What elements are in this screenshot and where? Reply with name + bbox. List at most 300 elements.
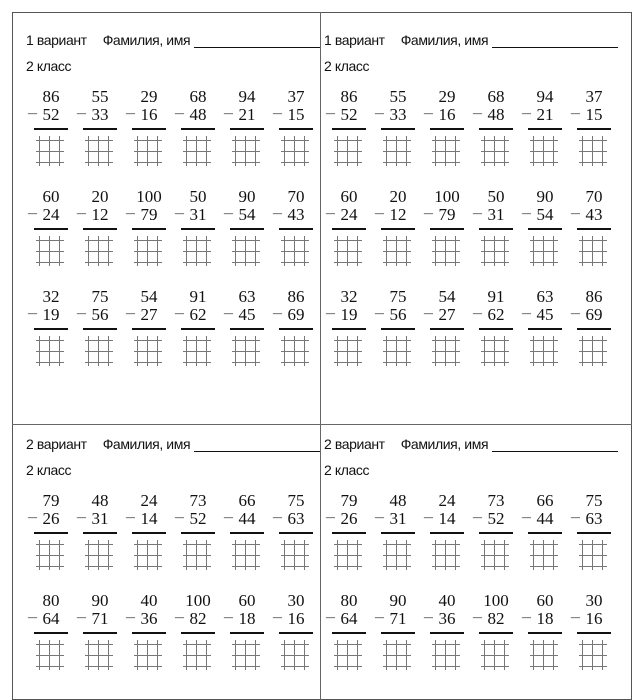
grid-line — [157, 540, 158, 570]
grid-line — [445, 336, 446, 366]
grid-line — [98, 336, 99, 366]
minuend: 54 — [438, 287, 456, 306]
subtraction-problem — [75, 288, 124, 376]
answer-grid[interactable] — [134, 236, 162, 266]
subtraction-problem — [173, 88, 222, 176]
grid-line — [137, 540, 138, 570]
subtrahend: 19 — [340, 305, 358, 324]
grid-line — [602, 540, 603, 570]
grid-line — [98, 540, 99, 570]
result-line — [34, 228, 68, 230]
answer-grid[interactable] — [383, 236, 411, 266]
subtraction-problem — [173, 492, 222, 580]
grid-line — [284, 540, 285, 570]
minus-sign: _ — [224, 603, 233, 620]
subtraction-problem — [324, 592, 373, 680]
answer-grid[interactable] — [432, 236, 460, 266]
minus-sign: _ — [224, 99, 233, 116]
result-line — [132, 228, 166, 230]
subtraction-problem — [75, 188, 124, 276]
answer-grid[interactable] — [334, 136, 362, 166]
result-line — [430, 228, 464, 230]
grid-line — [245, 336, 246, 366]
subtrahend: 12 — [91, 205, 109, 224]
answer-grid[interactable] — [383, 136, 411, 166]
variant-title: 1 вариант — [324, 32, 385, 48]
subtraction-problem — [124, 88, 173, 176]
answer-grid[interactable] — [85, 640, 113, 670]
grid-line — [494, 336, 495, 366]
answer-grid[interactable] — [579, 640, 607, 670]
grid-line — [386, 236, 387, 266]
subtrahend: 62 — [487, 305, 505, 324]
grid-line — [504, 336, 505, 366]
grid-line — [435, 136, 436, 166]
answer-grid[interactable] — [85, 236, 113, 266]
result-line — [332, 532, 366, 534]
result-line — [83, 228, 117, 230]
grid-line — [494, 236, 495, 266]
subtraction-problem — [520, 592, 569, 680]
answer-grid[interactable] — [334, 236, 362, 266]
grid-line — [533, 640, 534, 670]
subtrahend: 27 — [438, 305, 456, 324]
answer-grid[interactable] — [183, 136, 211, 166]
minuend: 90 — [238, 187, 256, 206]
minus-sign: _ — [126, 99, 135, 116]
answer-grid[interactable] — [85, 136, 113, 166]
minuend: 75 — [389, 287, 407, 306]
answer-grid[interactable] — [334, 640, 362, 670]
answer-grid[interactable] — [232, 540, 260, 570]
result-line — [479, 632, 513, 634]
minuend: 24 — [140, 491, 158, 510]
grid-line — [235, 236, 236, 266]
result-line — [34, 532, 68, 534]
minuend: 91 — [189, 287, 207, 306]
problem-row — [26, 188, 326, 276]
answer-grid[interactable] — [232, 640, 260, 670]
grid-line — [255, 540, 256, 570]
minuend: 86 — [340, 87, 358, 106]
grid-line — [304, 540, 305, 570]
result-line — [430, 128, 464, 130]
result-line — [381, 128, 415, 130]
answer-grid[interactable] — [481, 336, 509, 366]
answer-grid[interactable] — [183, 540, 211, 570]
minus-sign: _ — [77, 503, 86, 520]
subtraction-problem — [373, 88, 422, 176]
minus-sign: _ — [273, 503, 282, 520]
grid-line — [147, 236, 148, 266]
grid-line — [137, 136, 138, 166]
result-line — [430, 532, 464, 534]
grid-line — [137, 336, 138, 366]
grid-line — [337, 336, 338, 366]
grid-line — [582, 236, 583, 266]
minuend: 86 — [42, 87, 60, 106]
grid-line — [196, 640, 197, 670]
grid-line — [147, 640, 148, 670]
result-line — [430, 328, 464, 330]
minus-sign: _ — [273, 299, 282, 316]
answer-grid[interactable] — [134, 136, 162, 166]
result-line — [83, 328, 117, 330]
subtraction-problem — [26, 288, 75, 376]
grid-line — [304, 640, 305, 670]
minus-sign: _ — [273, 99, 282, 116]
result-line — [230, 228, 264, 230]
answer-grid[interactable] — [281, 336, 309, 366]
answer-grid[interactable] — [481, 236, 509, 266]
grid-line — [445, 540, 446, 570]
grid-line — [98, 136, 99, 166]
grid-line — [455, 336, 456, 366]
minus-sign: _ — [77, 299, 86, 316]
minus-sign: _ — [375, 299, 384, 316]
subtrahend: 14 — [438, 509, 456, 528]
subtraction-problem — [75, 592, 124, 680]
subtrahend: 56 — [91, 305, 109, 324]
grid-line — [543, 540, 544, 570]
grid-line — [206, 640, 207, 670]
minuend: 37 — [287, 87, 305, 106]
answer-grid[interactable] — [530, 136, 558, 166]
minuend: 30 — [287, 591, 305, 610]
name-input-line[interactable] — [194, 437, 320, 452]
answer-grid[interactable] — [481, 136, 509, 166]
minuend: 86 — [287, 287, 305, 306]
minus-sign: _ — [175, 99, 184, 116]
answer-grid[interactable] — [232, 136, 260, 166]
grid-line — [357, 336, 358, 366]
answer-grid[interactable] — [281, 540, 309, 570]
answer-grid[interactable] — [134, 540, 162, 570]
grade-label: 2 класс — [26, 462, 72, 478]
answer-grid[interactable] — [481, 540, 509, 570]
result-line — [332, 128, 366, 130]
result-line — [230, 532, 264, 534]
grid-line — [406, 336, 407, 366]
minus-sign: _ — [28, 99, 37, 116]
result-line — [181, 328, 215, 330]
answer-grid[interactable] — [530, 540, 558, 570]
grid-line — [294, 236, 295, 266]
minuend: 94 — [536, 87, 554, 106]
subtraction-problem — [569, 288, 618, 376]
result-line — [230, 328, 264, 330]
result-line — [381, 532, 415, 534]
subtrahend: 52 — [42, 105, 60, 124]
subtrahend: 48 — [487, 105, 505, 124]
grade-label: 2 класс — [324, 462, 370, 478]
answer-grid[interactable] — [530, 336, 558, 366]
grid-line — [59, 236, 60, 266]
subtrahend: 27 — [140, 305, 158, 324]
subtrahend: 54 — [238, 205, 256, 224]
subtraction-problem — [124, 592, 173, 680]
grid-line — [494, 136, 495, 166]
grid-line — [196, 336, 197, 366]
grid-line — [455, 540, 456, 570]
minuend: 70 — [287, 187, 305, 206]
grid-line — [255, 336, 256, 366]
answer-grid[interactable] — [183, 236, 211, 266]
result-line — [479, 328, 513, 330]
subtrahend: 15 — [585, 105, 603, 124]
grid-line — [592, 236, 593, 266]
grid-line — [255, 640, 256, 670]
minus-sign: _ — [571, 199, 580, 216]
grid-line — [455, 136, 456, 166]
answer-grid[interactable] — [334, 540, 362, 570]
answer-grid[interactable] — [579, 336, 607, 366]
card-variant-2-left — [26, 432, 326, 680]
minuend: 79 — [340, 491, 358, 510]
grid-line — [602, 336, 603, 366]
answer-grid[interactable] — [432, 136, 460, 166]
subtrahend: 56 — [389, 305, 407, 324]
subtraction-problem — [373, 288, 422, 376]
grid-line — [108, 540, 109, 570]
minuend: 100 — [434, 187, 460, 206]
subtrahend: 31 — [91, 509, 109, 528]
minuend: 90 — [389, 591, 407, 610]
minus-sign: _ — [77, 199, 86, 216]
answer-grid[interactable] — [579, 540, 607, 570]
result-line — [279, 228, 313, 230]
answer-grid[interactable] — [530, 640, 558, 670]
grid-line — [59, 540, 60, 570]
result-line — [479, 128, 513, 130]
card-variant-1-right — [324, 28, 624, 376]
answer-grid[interactable] — [36, 540, 64, 570]
result-line — [132, 532, 166, 534]
grid-line — [435, 336, 436, 366]
grid-line — [88, 236, 89, 266]
grid-line — [88, 336, 89, 366]
grid-line — [347, 136, 348, 166]
answer-grid[interactable] — [85, 540, 113, 570]
subtraction-problem — [569, 88, 618, 176]
minus-sign: _ — [273, 603, 282, 620]
grid-line — [484, 236, 485, 266]
answer-grid[interactable] — [432, 336, 460, 366]
subtrahend: 15 — [287, 105, 305, 124]
minuend: 63 — [536, 287, 554, 306]
grid-line — [49, 640, 50, 670]
answer-grid[interactable] — [334, 336, 362, 366]
answer-grid[interactable] — [134, 336, 162, 366]
grid-line — [206, 236, 207, 266]
minuend: 80 — [42, 591, 60, 610]
answer-grid[interactable] — [432, 640, 460, 670]
variant-title: 2 вариант — [26, 436, 87, 452]
grid-line — [186, 640, 187, 670]
answer-grid[interactable] — [579, 236, 607, 266]
answer-grid[interactable] — [36, 136, 64, 166]
result-line — [332, 328, 366, 330]
minuend: 37 — [585, 87, 603, 106]
subtrahend: 64 — [42, 609, 60, 628]
minus-sign: _ — [375, 199, 384, 216]
result-line — [577, 632, 611, 634]
result-line — [34, 328, 68, 330]
subtrahend: 18 — [536, 609, 554, 628]
name-label: Фамилия, имя — [102, 436, 191, 452]
result-line — [83, 128, 117, 130]
subtrahend: 62 — [189, 305, 207, 324]
answer-grid[interactable] — [36, 336, 64, 366]
grid-line — [543, 640, 544, 670]
answer-grid[interactable] — [432, 540, 460, 570]
result-line — [577, 328, 611, 330]
grid-line — [235, 136, 236, 166]
minus-sign: _ — [473, 99, 482, 116]
result-line — [181, 228, 215, 230]
grid-line — [347, 540, 348, 570]
grid-line — [157, 336, 158, 366]
grid-line — [186, 236, 187, 266]
subtrahend: 45 — [536, 305, 554, 324]
minuend: 100 — [136, 187, 162, 206]
minus-sign: _ — [273, 199, 282, 216]
grid-line — [504, 136, 505, 166]
answer-grid[interactable] — [232, 336, 260, 366]
grid-line — [386, 336, 387, 366]
subtraction-problem — [520, 492, 569, 580]
minuend: 63 — [238, 287, 256, 306]
subtraction-problem — [422, 288, 471, 376]
subtraction-problem — [26, 88, 75, 176]
grid-line — [396, 236, 397, 266]
minuend: 75 — [287, 491, 305, 510]
minus-sign: _ — [522, 99, 531, 116]
result-line — [430, 632, 464, 634]
answer-grid[interactable] — [530, 236, 558, 266]
minuend: 66 — [536, 491, 554, 510]
grid-line — [347, 336, 348, 366]
minuend: 50 — [487, 187, 505, 206]
grid-line — [504, 640, 505, 670]
answer-grid[interactable] — [36, 640, 64, 670]
answer-grid[interactable] — [579, 136, 607, 166]
subtraction-problem — [173, 188, 222, 276]
minus-sign: _ — [522, 503, 531, 520]
grid-line — [406, 640, 407, 670]
subtraction-problem — [173, 592, 222, 680]
subtrahend: 24 — [340, 205, 358, 224]
grid-line — [245, 640, 246, 670]
subtrahend: 71 — [389, 609, 407, 628]
grid-line — [235, 540, 236, 570]
minus-sign: _ — [175, 603, 184, 620]
grid-line — [39, 236, 40, 266]
subtraction-problem — [520, 88, 569, 176]
answer-grid[interactable] — [281, 136, 309, 166]
subtrahend: 18 — [238, 609, 256, 628]
grid-line — [284, 136, 285, 166]
answer-grid[interactable] — [383, 540, 411, 570]
subtraction-problem — [471, 88, 520, 176]
subtrahend: 16 — [140, 105, 158, 124]
grid-line — [108, 236, 109, 266]
result-line — [34, 128, 68, 130]
name-input-line[interactable] — [492, 437, 618, 452]
minuend: 90 — [536, 187, 554, 206]
problem-row — [324, 592, 624, 680]
minuend: 30 — [585, 591, 603, 610]
subtrahend: 33 — [389, 105, 407, 124]
answer-grid[interactable] — [481, 640, 509, 670]
minus-sign: _ — [424, 99, 433, 116]
grid-line — [347, 640, 348, 670]
minus-sign: _ — [126, 603, 135, 620]
result-line — [577, 228, 611, 230]
answer-grid[interactable] — [281, 640, 309, 670]
grid-line — [386, 540, 387, 570]
problem-row — [324, 188, 624, 276]
minus-sign: _ — [375, 603, 384, 620]
answer-grid[interactable] — [36, 236, 64, 266]
answer-grid[interactable] — [85, 336, 113, 366]
answer-grid[interactable] — [134, 640, 162, 670]
grid-line — [553, 236, 554, 266]
grid-line — [582, 136, 583, 166]
subtrahend: 64 — [340, 609, 358, 628]
grid-line — [88, 540, 89, 570]
subtrahend: 36 — [140, 609, 158, 628]
card-header — [26, 432, 326, 452]
grid-line — [294, 136, 295, 166]
answer-grid[interactable] — [383, 336, 411, 366]
grid-line — [88, 136, 89, 166]
grid-line — [304, 336, 305, 366]
grid-line — [284, 236, 285, 266]
subtraction-problem — [471, 492, 520, 580]
result-line — [132, 632, 166, 634]
name-input-line[interactable] — [492, 33, 618, 48]
minus-sign: _ — [224, 199, 233, 216]
answer-grid[interactable] — [183, 640, 211, 670]
grid-line — [386, 640, 387, 670]
minus-sign: _ — [571, 503, 580, 520]
minuend: 48 — [91, 491, 109, 510]
problem-row — [324, 492, 624, 580]
answer-grid[interactable] — [183, 336, 211, 366]
answer-grid[interactable] — [281, 236, 309, 266]
minus-sign: _ — [522, 603, 531, 620]
minuend: 55 — [389, 87, 407, 106]
minuend: 73 — [189, 491, 207, 510]
subtrahend: 71 — [91, 609, 109, 628]
grid-line — [592, 136, 593, 166]
answer-grid[interactable] — [232, 236, 260, 266]
name-input-line[interactable] — [194, 33, 320, 48]
grid-line — [357, 136, 358, 166]
grid-line — [357, 236, 358, 266]
grid-line — [255, 236, 256, 266]
subtraction-problem — [271, 592, 320, 680]
answer-grid[interactable] — [383, 640, 411, 670]
grid-line — [435, 640, 436, 670]
subtraction-problem — [26, 188, 75, 276]
minuend: 60 — [42, 187, 60, 206]
grid-line — [543, 336, 544, 366]
minus-sign: _ — [424, 603, 433, 620]
subtrahend: 79 — [140, 205, 158, 224]
subtrahend: 69 — [585, 305, 603, 324]
